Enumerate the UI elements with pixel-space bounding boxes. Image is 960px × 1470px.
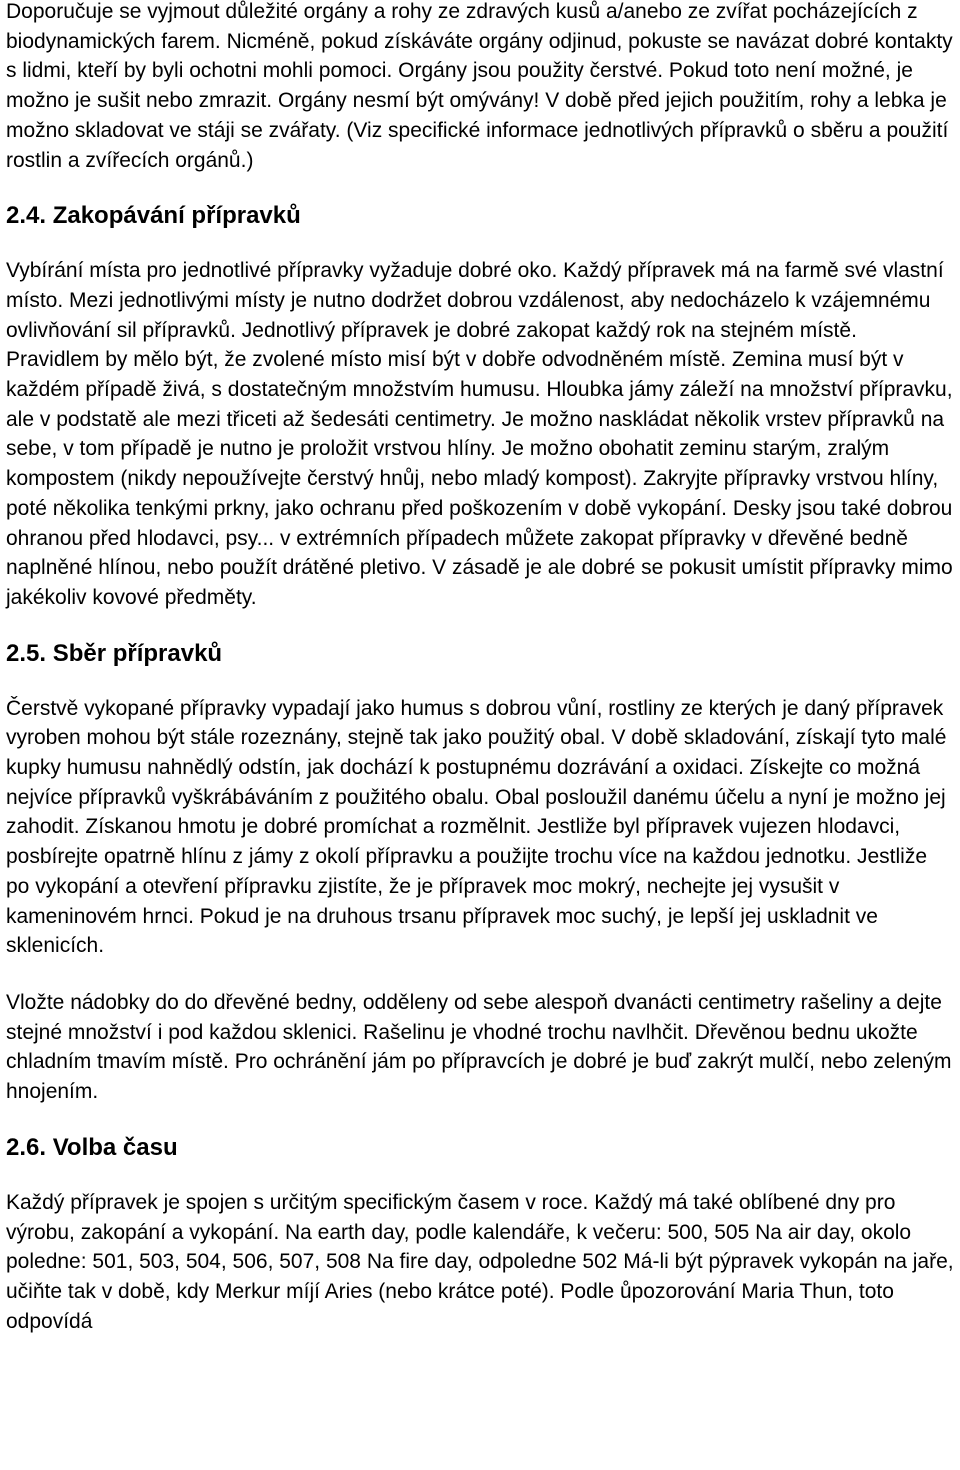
section-2-5-paragraph-2: Vložte nádobky do do dřevěné bedny, odděleny od sebe alespoň dvanácti centimetry rašeliny a dejte stejné množství i pod každou sklenici. Rašelinu je vhodné trochu navlhčit. Dřevěnou bednu ukožte chladním tmavím místě. Pro ochránění jám po přípravcích je dobré je buď zakrýt mulčí, nebo zeleným hnojením. xyxy=(6,990,952,1104)
section-heading-2-5: 2.5. Sběr přípravků xyxy=(6,639,223,667)
document-page xyxy=(6,0,956,1336)
section-2-4-paragraph: Vybírání místa pro jednotlivé přípravky vyžaduje dobré oko. Každý přípravek má na farmě své vlastní místo. Mezi jednotlivými místy je nutno dodržet dobrou vzdálenost, aby nedocházelo k vzájemnému ovlivňování sil přípravků. Jednotlivý přípravek je dobré zakopat každý rok na stejném místě. Pravidlem by mělo být, že zvolené místo misí být v dobře odvodněném místě. Zemina musí být v každém případě živá, s dostatečným množstvím humusu. Hloubka jámy záleží na množství přípravku, ale v podstatě ale mezi třiceti až šedesáti centimetry. Je možno naskládat několik vrstev přípravků na sebe, v tom případě je nutno je proložit vrstvou hlíny. Je možno obohatit zeminu starým, zralým kompostem (nikdy nepoužívejte čerstvý hnůj, nebo mladý kompost). Zakryjte přípravky vrstvou hlíny, poté několika tenkými prkny, jako ochranu před poškozením v době vykopání. Desky jsou také dobrou ohranou před hlodavci, psy... v extrémních případech můžete zakopat přípravky v dřevěné bedně naplněné hlínou, nebo použít drátěné pletivo. V zásadě je ale dobré se pokusit umístit přípravky mimo jakékoliv kovové předměty. xyxy=(6,259,953,609)
intro-paragraph: Doporučuje se vyjmout důležité orgány a rohy ze zdravých kusů a/anebo ze zvířat pocházejících z biodynamických farem. Nicméně, pokud získáváte orgány odjinud, pokuste se navázat dobré kontakty s lidmi, kteří by byli ochotni mohli pomoci. Orgány jsou použity čerstvé. Pokud toto není možné, je možno je sušit nebo zmrazit. Orgány nesmí být omývány! V době před jejich použitím, rohy a lebka je možno skladovat ve stáji se zvářaty. (Viz specifické informace jednotlivých přípravků o sběru a použití rostlin a zvířecích orgánů.) xyxy=(6,0,953,172)
section-2-5-paragraph-1: Čerstvě vykopané přípravky vypadají jako humus s dobrou vůní, rostliny ze kterých je daný přípravek vyroben mohou být stále rozeznány, stejně tak jako použitý obal. V době skladování, získají tyto malé kupky humusu nahnědlý odstín, jak dochází k postupnému dozrávání a oxidaci. Získejte co možná nejvíce přípravků vyškrábáváním z použitého obalu. Obal posloužil danému účelu a nyní je možno jej zahodit. Získanou hmotu je dobré promíchat a rozmělnit. Jestliže byl přípravek vujezen hlodavci, posbírejte opatrně hlínu z jámy z okolí přípravku a použijte trochu více na každou jednotku. Jestliže po vykopání a otevření přípravku zjistíte, že je přípravek moc mokrý, nechejte jej vysušit v kameninovém hrnci. Pokud je na druhous trsanu přípravek moc suchý, je lepší jej uskladnit ve sklenicích. xyxy=(6,696,947,958)
section-2-6-paragraph: Každý přípravek je spojen s určitým specifickým časem v roce. Každý má také oblíbené dny pro výrobu, zakopání a vykopání. Na earth day, podle kalendáře, k večeru: 500, 505 Na air day, okolo poledne: 501, 503, 504, 506, 507, 508 Na fire day, odpoledne 502 Má-li být pýpravek vykopán na jaře, učiňte tak v době, kdy Merkur míjí Aries (nebo krátce poté). Podle ůpozorování Maria Thun, toto odpovídá xyxy=(6,1190,954,1333)
section-heading-2-6: 2.6. Volba času xyxy=(6,1133,178,1161)
section-heading-2-4: 2.4. Zakopávání přípravků xyxy=(6,202,301,230)
